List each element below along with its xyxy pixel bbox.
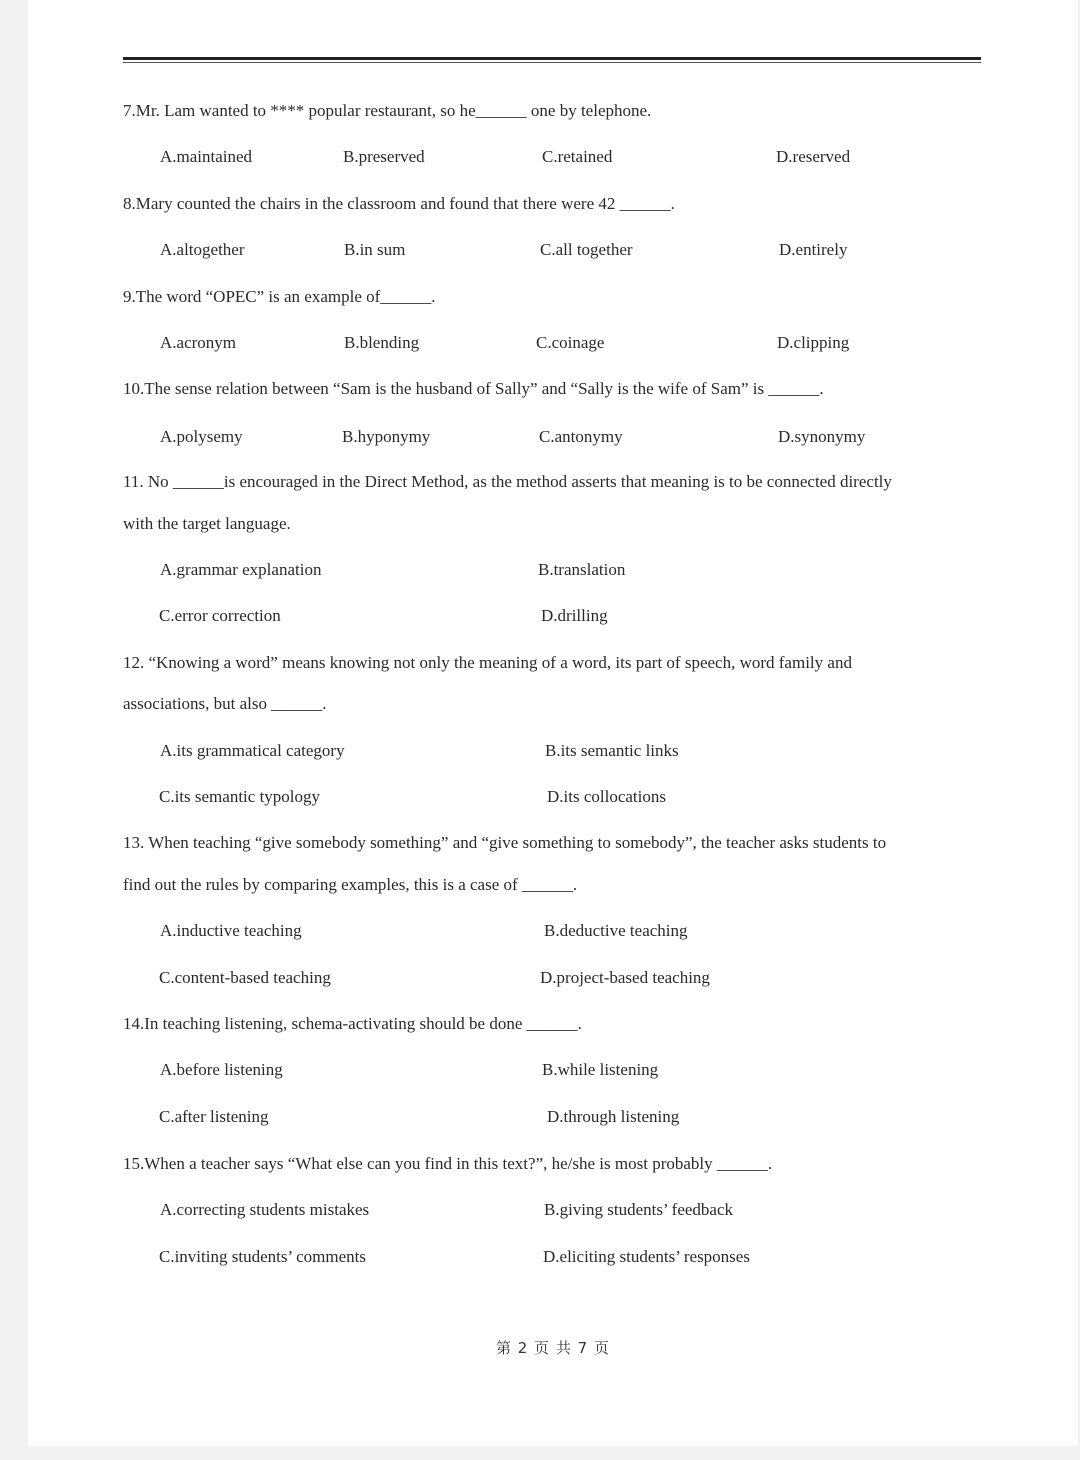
question-14-stem: 14.In teaching listening, schema-activating should be done ______.	[123, 1014, 582, 1033]
question-13-option-a: A.inductive teaching	[160, 921, 302, 940]
question-8-option-d: D.entirely	[779, 240, 848, 259]
question-7-stem: 7.Mr. Lam wanted to **** popular restaurant, so he______ one by telephone.	[123, 101, 652, 120]
question-15-option-d: D.eliciting students’ responses	[543, 1247, 750, 1266]
question-8-option-c: C.all together	[540, 240, 633, 259]
question-13-stem-line-1: 13. When teaching “give somebody something” and “give something to somebody”, the teacher asks students to	[123, 833, 887, 852]
question-11-stem-line-1: 11. No ______is encouraged in the Direct Method, as the method asserts that meaning is to be connected directly	[123, 472, 892, 491]
question-10-option-b: B.hyponymy	[342, 427, 431, 446]
question-7-option-d: D.reserved	[776, 147, 851, 166]
question-10-option-a: A.polysemy	[160, 427, 243, 446]
question-15-option-a: A.correcting students mistakes	[160, 1200, 370, 1219]
question-12-option-a: A.its grammatical category	[160, 741, 345, 760]
question-15-option-c: C.inviting students’ comments	[159, 1247, 366, 1266]
question-7-option-a: A.maintained	[160, 147, 253, 166]
question-9-stem: 9.The word “OPEC” is an example of______.	[123, 287, 436, 306]
header-rule-thin	[123, 62, 981, 63]
question-15-stem: 15.When a teacher says “What else can you find in this text?”, he/she is most probably ______.	[123, 1154, 773, 1173]
question-9-option-d: D.clipping	[777, 333, 850, 352]
question-10-option-c: C.antonymy	[539, 427, 623, 446]
question-14-option-b: B.while listening	[542, 1060, 659, 1079]
question-15-option-b: B.giving students’ feedback	[544, 1200, 734, 1219]
question-12-stem-line-2: associations, but also ______.	[123, 694, 327, 713]
question-13-option-c: C.content-based teaching	[159, 968, 331, 987]
question-8-option-b: B.in sum	[344, 240, 406, 259]
question-14-option-c: C.after listening	[159, 1107, 269, 1126]
header-rule-thick	[123, 57, 981, 60]
question-10-option-d: D.synonymy	[778, 427, 866, 446]
question-13-option-d: D.project-based teaching	[540, 968, 710, 987]
question-14-option-d: D.through listening	[547, 1107, 680, 1126]
question-10-stem: 10.The sense relation between “Sam is the husband of Sally” and “Sally is the wife of Sam” is ______.	[123, 379, 824, 398]
question-8-option-a: A.altogether	[160, 240, 245, 259]
question-14-option-a: A.before listening	[160, 1060, 283, 1079]
question-8-stem: 8.Mary counted the chairs in the classroom and found that there were 42 ______.	[123, 194, 675, 213]
exam-page	[28, 0, 1078, 1446]
question-13-option-b: B.deductive teaching	[544, 921, 688, 940]
question-12-option-b: B.its semantic links	[545, 741, 679, 760]
question-9-option-c: C.coinage	[536, 333, 605, 352]
question-11-stem-line-2: with the target language.	[123, 514, 291, 533]
question-11-option-d: D.drilling	[541, 606, 608, 625]
question-11-option-a: A.grammar explanation	[160, 560, 322, 579]
question-9-option-a: A.acronym	[160, 333, 237, 352]
question-11-option-c: C.error correction	[159, 606, 281, 625]
question-12-option-d: D.its collocations	[547, 787, 666, 806]
question-7-option-c: C.retained	[542, 147, 613, 166]
question-13-stem-line-2: find out the rules by comparing examples, this is a case of ______.	[123, 875, 578, 894]
question-12-stem-line-1: 12. “Knowing a word” means knowing not only the meaning of a word, its part of speech, word family and	[123, 653, 852, 672]
question-7-option-b: B.preserved	[343, 147, 425, 166]
question-11-option-b: B.translation	[538, 560, 626, 579]
page-footer: 第 2 页 共 7 页	[496, 1339, 610, 1357]
question-12-option-c: C.its semantic typology	[159, 787, 321, 806]
question-9-option-b: B.blending	[344, 333, 420, 352]
